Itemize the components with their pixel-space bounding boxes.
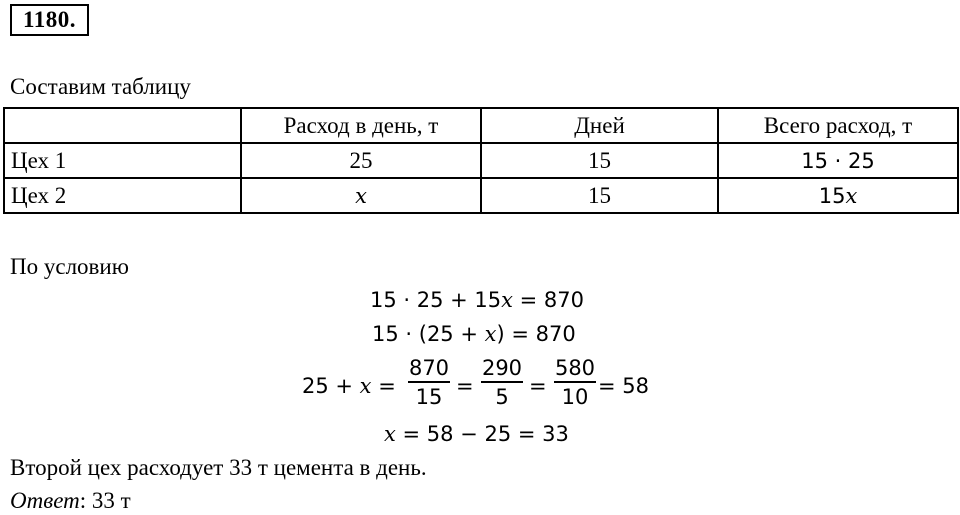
row-total <box>718 178 958 213</box>
row-days: 15 <box>481 143 718 178</box>
eq2-variable: x <box>484 322 497 346</box>
equation-4 <box>384 420 569 448</box>
intro-text: Составим таблицу <box>10 74 191 99</box>
total-variable: x <box>845 183 858 208</box>
fraction <box>481 356 523 409</box>
table-header-days: Дней <box>481 108 718 143</box>
fraction-numerator: 290 <box>481 356 523 380</box>
row-total: 15 · 25 <box>718 143 958 178</box>
fraction <box>408 356 450 409</box>
eq2-post: ) = 870 <box>496 322 576 346</box>
answer-label: Ответ <box>10 488 80 513</box>
eq3-result: = 58 <box>598 374 649 398</box>
fraction-numerator: 870 <box>408 356 450 380</box>
eq1-lhs: 15 · 25 + 15 <box>370 288 502 312</box>
problem-number: 1180. <box>10 4 89 36</box>
equation-2 <box>372 320 576 348</box>
condition-label: По условию <box>10 254 129 279</box>
eq3-equals-3: = <box>529 374 547 398</box>
eq4-rest: = 58 − 25 = 33 <box>395 422 569 446</box>
eq2-pre: 15 · (25 + <box>372 322 485 346</box>
answer-line <box>10 487 131 515</box>
row-name: Цех 1 <box>4 143 241 178</box>
eq3-variable: x <box>359 374 372 398</box>
fraction-bar <box>408 381 450 383</box>
total-coefficient: 15 <box>818 183 846 208</box>
fraction-denominator: 5 <box>495 385 509 409</box>
eq1-rhs: = 870 <box>512 288 585 312</box>
data-table <box>3 107 959 214</box>
conclusion-text: Второй цех расходует 33 т цемента в день. <box>10 455 427 480</box>
table-header-empty <box>4 108 241 143</box>
eq3-pre: 25 + <box>302 374 360 398</box>
eq3-equals-2: = <box>456 374 474 398</box>
eq1-variable: x <box>501 288 513 312</box>
table-header-row <box>4 108 958 143</box>
table-row <box>4 143 958 178</box>
row-daily: x <box>241 178 481 213</box>
row-daily: 25 <box>241 143 481 178</box>
table-header-daily: Расход в день, т <box>241 108 481 143</box>
row-name: Цех 2 <box>4 178 241 213</box>
table-row <box>4 178 958 213</box>
fraction-denominator: 15 <box>415 385 443 409</box>
equation-1 <box>370 286 584 314</box>
row-days: 15 <box>481 178 718 213</box>
fraction-numerator: 580 <box>554 356 596 380</box>
fraction-denominator: 10 <box>561 385 589 409</box>
table-header-total: Всего расход, т <box>718 108 958 143</box>
answer-value: : 33 т <box>79 488 131 513</box>
fraction-bar <box>554 381 596 383</box>
eq4-variable: x <box>384 422 396 446</box>
eq3-lhs <box>302 372 396 400</box>
fraction <box>554 356 596 409</box>
eq3-equals: = <box>371 374 396 398</box>
fraction-bar <box>481 381 523 383</box>
